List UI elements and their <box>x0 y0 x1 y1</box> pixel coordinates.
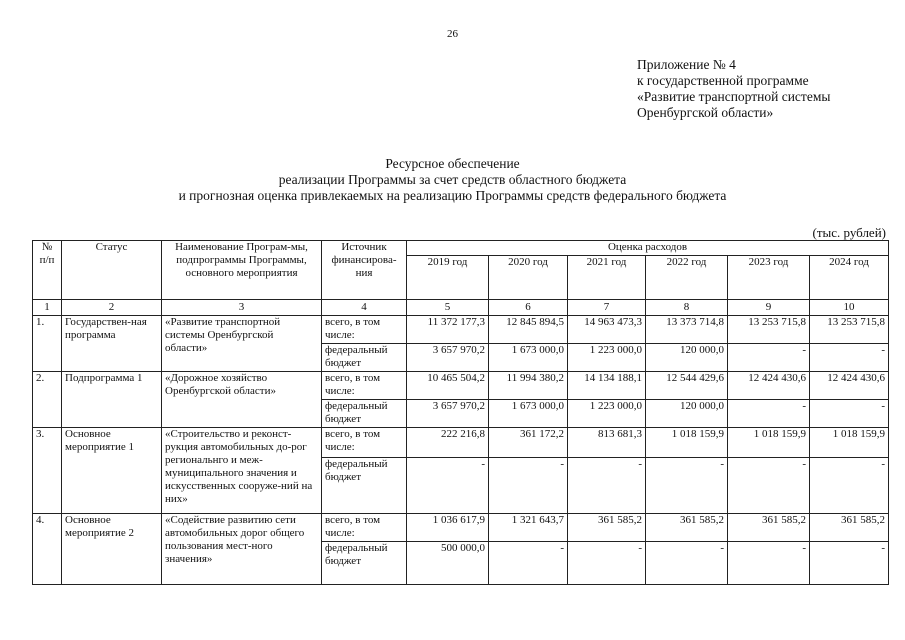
header-source: Источник финансирова-ния <box>322 241 407 300</box>
row-source-federal: федеральный бюджет <box>322 344 407 372</box>
row-number: 4. <box>33 514 62 585</box>
column-number: 6 <box>489 300 568 316</box>
table-row <box>33 372 889 400</box>
row-status: Основное мероприятие 1 <box>62 428 162 514</box>
value-total: 1 018 159,9 <box>728 428 810 458</box>
row-source-federal: федеральный бюджет <box>322 458 407 514</box>
value-federal: - <box>728 400 810 428</box>
column-number: 8 <box>646 300 728 316</box>
value-federal: - <box>728 458 810 514</box>
value-total: 14 134 188,1 <box>568 372 646 400</box>
value-federal: 120 000,0 <box>646 400 728 428</box>
units-label: (тыс. рублей) <box>812 225 886 240</box>
value-total: 1 036 617,9 <box>407 514 489 542</box>
row-status: Подпрограмма 1 <box>62 372 162 428</box>
value-federal: - <box>646 542 728 585</box>
column-number: 5 <box>407 300 489 316</box>
value-total: 1 018 159,9 <box>810 428 889 458</box>
row-source-federal: федеральный бюджет <box>322 542 407 585</box>
value-total: 12 845 894,5 <box>489 316 568 344</box>
value-total: 12 544 429,6 <box>646 372 728 400</box>
header-name: Наименование Програм-мы, подпрограммы Программы, основного мероприятия <box>162 241 322 300</box>
column-number: 9 <box>728 300 810 316</box>
value-total: 361 585,2 <box>810 514 889 542</box>
value-federal: - <box>646 458 728 514</box>
table-row <box>33 428 889 458</box>
value-total: 361 585,2 <box>568 514 646 542</box>
title-line: Ресурсное обеспечение <box>385 156 520 171</box>
value-federal: - <box>407 458 489 514</box>
value-total: 1 321 643,7 <box>489 514 568 542</box>
header-status: Статус <box>62 241 162 300</box>
value-federal: - <box>810 344 889 372</box>
value-federal: 1 223 000,0 <box>568 400 646 428</box>
value-federal: - <box>489 542 568 585</box>
row-source-federal: федеральный бюджет <box>322 400 407 428</box>
row-status: Государствен-ная программа <box>62 316 162 372</box>
value-total: 13 373 714,8 <box>646 316 728 344</box>
value-total: 222 216,8 <box>407 428 489 458</box>
appendix-line: Приложение № 4 <box>637 57 736 72</box>
table-row <box>33 316 889 344</box>
row-source-total: всего, в том числе: <box>322 316 407 344</box>
header-year: 2022 год <box>646 256 728 300</box>
value-total: 14 963 473,3 <box>568 316 646 344</box>
value-federal: - <box>810 400 889 428</box>
value-federal: - <box>728 344 810 372</box>
value-total: 11 994 380,2 <box>489 372 568 400</box>
row-number: 1. <box>33 316 62 372</box>
value-total: 12 424 430,6 <box>728 372 810 400</box>
header-year: 2020 год <box>489 256 568 300</box>
value-federal: 3 657 970,2 <box>407 400 489 428</box>
page-number: 26 <box>447 28 458 40</box>
column-number-row <box>33 300 889 316</box>
header-num: № п/п <box>33 241 62 300</box>
row-number: 2. <box>33 372 62 428</box>
row-number: 3. <box>33 428 62 514</box>
value-total: 13 253 715,8 <box>728 316 810 344</box>
column-number: 1 <box>33 300 62 316</box>
row-name: «Содействие развитию сети автомобильных дорог общего пользования мест-ного значения» <box>162 514 322 585</box>
column-number: 10 <box>810 300 889 316</box>
column-number: 7 <box>568 300 646 316</box>
value-federal: 3 657 970,2 <box>407 344 489 372</box>
header-year: 2019 год <box>407 256 489 300</box>
appendix-note <box>637 57 830 121</box>
row-source-total: всего, в том числе: <box>322 428 407 458</box>
value-federal: - <box>489 458 568 514</box>
header-estimate: Оценка расходов <box>407 241 889 256</box>
header-year: 2021 год <box>568 256 646 300</box>
row-status: Основное мероприятие 2 <box>62 514 162 585</box>
value-federal: 1 223 000,0 <box>568 344 646 372</box>
value-total: 1 018 159,9 <box>646 428 728 458</box>
value-federal: - <box>568 542 646 585</box>
value-federal: - <box>568 458 646 514</box>
row-source-total: всего, в том числе: <box>322 514 407 542</box>
resource-table <box>32 240 889 585</box>
column-number: 4 <box>322 300 407 316</box>
column-number: 3 <box>162 300 322 316</box>
value-federal: - <box>810 542 889 585</box>
value-total: 10 465 504,2 <box>407 372 489 400</box>
row-name: «Строительство и реконст-рукция автомобильных до-рог региональнго и меж-муниципального значения и искусственных сооруже-ний на них» <box>162 428 322 514</box>
table-row <box>33 514 889 542</box>
appendix-line: к государственной программе <box>637 73 809 88</box>
value-total: 11 372 177,3 <box>407 316 489 344</box>
header-year: 2023 год <box>728 256 810 300</box>
value-total: 12 424 430,6 <box>810 372 889 400</box>
value-federal: - <box>810 458 889 514</box>
value-total: 361 172,2 <box>489 428 568 458</box>
value-federal: 1 673 000,0 <box>489 400 568 428</box>
document-title <box>0 156 905 204</box>
value-total: 361 585,2 <box>728 514 810 542</box>
value-total: 813 681,3 <box>568 428 646 458</box>
row-name: «Дорожное хозяйство Оренбургской области» <box>162 372 322 428</box>
value-total: 13 253 715,8 <box>810 316 889 344</box>
appendix-line: Оренбургской области» <box>637 105 774 120</box>
value-total: 361 585,2 <box>646 514 728 542</box>
header-year: 2024 год <box>810 256 889 300</box>
column-number: 2 <box>62 300 162 316</box>
appendix-line: «Развитие транспортной системы <box>637 89 831 104</box>
row-name: «Развитие транспортной системы Оренбургской области» <box>162 316 322 372</box>
value-federal: - <box>728 542 810 585</box>
value-federal: 120 000,0 <box>646 344 728 372</box>
row-source-total: всего, в том числе: <box>322 372 407 400</box>
value-federal: 1 673 000,0 <box>489 344 568 372</box>
value-federal: 500 000,0 <box>407 542 489 585</box>
title-line: реализации Программы за счет средств областного бюджета <box>278 172 627 187</box>
title-line: и прогнозная оценка привлекаемых на реализацию Программы средств федерального бюджета <box>178 188 727 203</box>
